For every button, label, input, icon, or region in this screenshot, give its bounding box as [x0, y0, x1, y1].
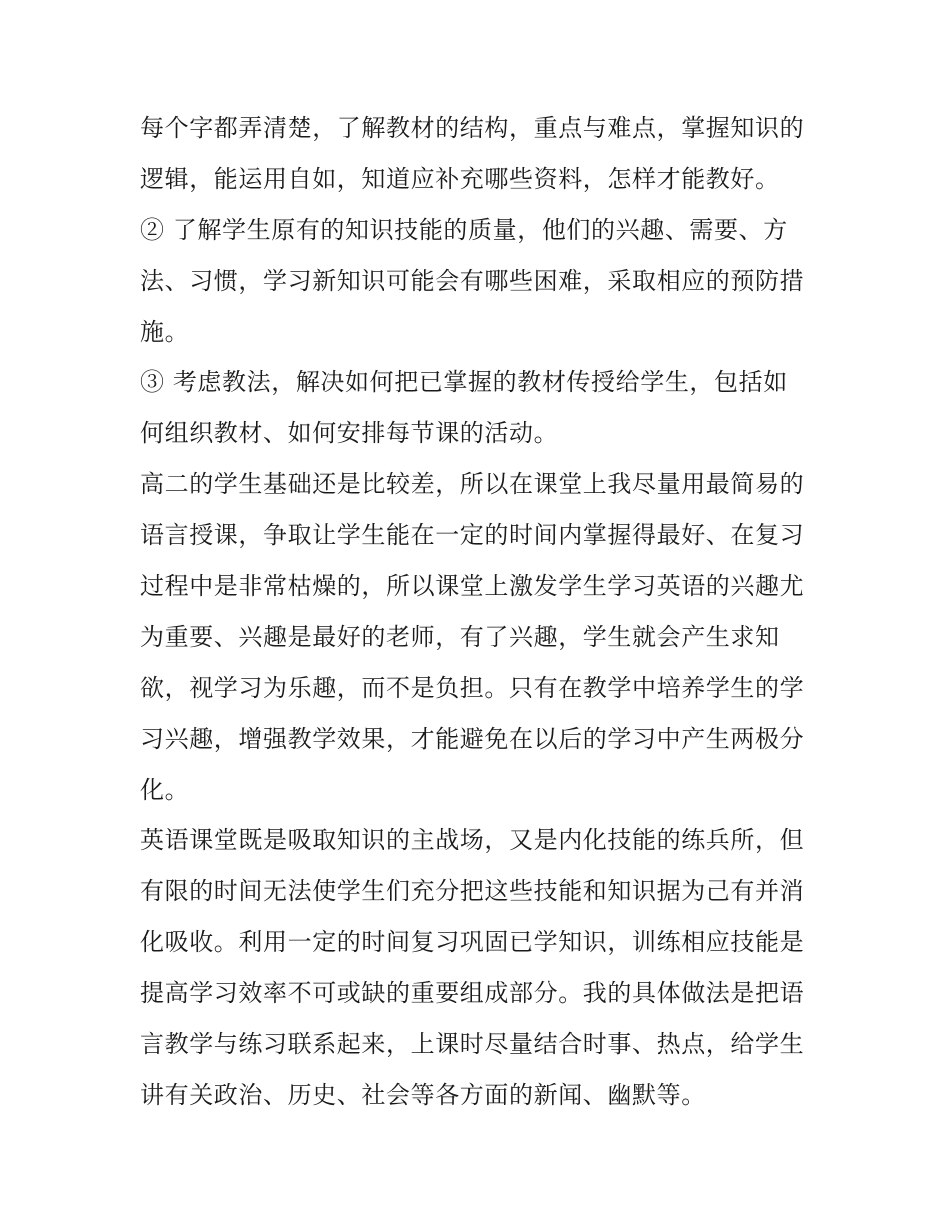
text-line: 有限的时间无法使学生们充分把这些技能和知识据为己有并消: [140, 877, 805, 906]
text-line: ② 了解学生原有的知识技能的质量，他们的兴趣、需要、方: [140, 215, 788, 244]
text-line: 欲，视学习为乐趣，而不是负担。只有在教学中培养学生的学: [140, 673, 805, 702]
text-line: 言教学与练习联系起来，上课时尽量结合时事、热点，给学生: [140, 1030, 805, 1059]
text-line: 每个字都弄清楚，了解教材的结构，重点与难点，掌握知识的: [140, 114, 805, 142]
text-line: 为重要、兴趣是最好的老师，有了兴趣，学生就会产生求知: [140, 622, 780, 651]
text-line: 逻辑，能运用自如，知道应补充哪些资料，怎样才能教好。: [140, 164, 780, 193]
text-line: 讲有关政治、历史、社会等各方面的新闻、幽默等。: [140, 1080, 706, 1109]
text-line: ③ 考虑教法，解决如何把已掌握的教材传授给学生，包括如: [140, 368, 788, 397]
text-line: 语言授课，争取让学生能在一定的时间内掌握得最好、在复习: [140, 521, 805, 550]
body-text: [140, 103, 820, 1121]
text-line: 过程中是非常枯燥的，所以课堂上激发学生学习英语的兴趣尤: [140, 572, 805, 601]
text-line: 施。: [140, 317, 190, 346]
text-line: 高二的学生基础还是比较差，所以在课堂上我尽量用最简易的: [140, 470, 805, 499]
text-line: 化吸收。利用一定的时间复习巩固已学知识，训练相应技能是: [140, 928, 805, 957]
text-line: 习兴趣，增强教学效果，才能避免在以后的学习中产生两极分: [140, 724, 805, 753]
text-line: 化。: [140, 775, 190, 804]
text-line: 英语课堂既是吸取知识的主战场，又是内化技能的练兵所，但: [140, 826, 805, 855]
text-line: 法、习惯，学习新知识可能会有哪些困难，采取相应的预防措: [140, 266, 805, 295]
text-line: 何组织教材、如何安排每节课的活动。: [140, 419, 559, 448]
text-line: 提高学习效率不可或缺的重要组成部分。我的具体做法是把语: [140, 979, 805, 1008]
